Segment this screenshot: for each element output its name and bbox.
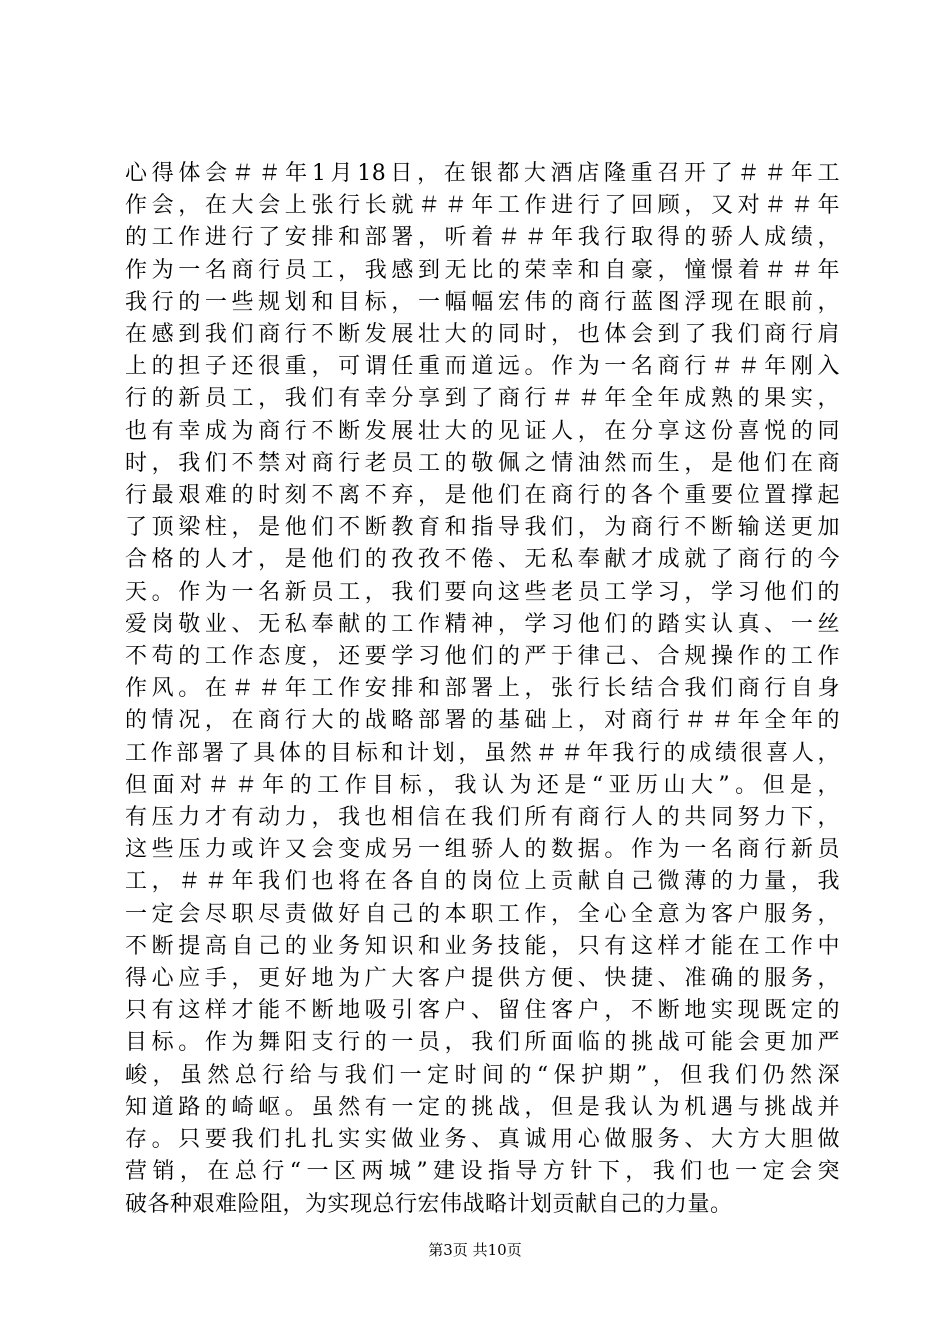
text-line: 但面对＃＃年的工作目标，我认为还是“亚历山大”。但是， (125, 772, 840, 798)
text-line: 爱岗敬业、无私奉献的工作精神，学习他们的踏实认真、一丝 (125, 611, 840, 637)
text-line: 不断提高自己的业务知识和业务技能，只有这样才能在工作中 (125, 933, 840, 959)
text-line: 在感到我们商行不断发展壮大的同时，也体会到了我们商行肩 (125, 322, 840, 348)
text-line: 一定会尽职尽责做好自己的本职工作，全心全意为客户服务， (125, 901, 840, 927)
text-line: 合格的人才，是他们的孜孜不倦、无私奉献才成就了商行的今 (125, 547, 840, 573)
text-line: 破各种艰难险阻，为实现总行宏伟战略计划贡献自己的力量。 (125, 1191, 733, 1217)
text-line: 的情况，在商行大的战略部署的基础上，对商行＃＃年全年的 (125, 708, 840, 734)
text-line: 天。作为一名新员工，我们要向这些老员工学习，学习他们的 (125, 579, 840, 605)
text-line: 有压力才有动力，我也相信在我们所有商行人的共同努力下， (125, 805, 840, 831)
text-line: 了顶梁柱，是他们不断教育和指导我们，为商行不断输送更加 (125, 515, 840, 541)
text-line: 工，＃＃年我们也将在各自的岗位上贡献自己微薄的力量，我 (125, 869, 840, 895)
text-line: 我行的一些规划和目标，一幅幅宏伟的商行蓝图浮现在眼前， (125, 289, 840, 315)
text-line: 作为一名商行员工，我感到无比的荣幸和自豪，憧憬着＃＃年 (125, 257, 840, 283)
text-line: 只有这样才能不断地吸引客户、留住客户，不断地实现既定的 (125, 998, 840, 1024)
text-line: 营销，在总行“一区两城”建设指导方针下，我们也一定会突 (125, 1159, 840, 1185)
text-line: 上的担子还很重，可谓任重而道远。作为一名商行＃＃年刚入 (125, 354, 840, 380)
text-line: 知道路的崎岖。虽然有一定的挑战，但是我认为机遇与挑战并 (125, 1094, 840, 1120)
text-line: 存。只要我们扎扎实实做业务、真诚用心做服务、大方大胆做 (125, 1127, 840, 1153)
text-line: 不苟的工作态度，还要学习他们的严于律己、合规操作的工作 (125, 644, 840, 670)
body-paragraph (125, 158, 840, 1221)
text-line: 峻，虽然总行给与我们一定时间的“保护期”，但我们仍然深 (125, 1062, 840, 1088)
text-line: 作会，在大会上张行长就＃＃年工作进行了回顾，又对＃＃年 (125, 193, 840, 219)
text-line: 的工作进行了安排和部署，听着＃＃年我行取得的骄人成绩， (125, 225, 840, 251)
text-line: 目标。作为舞阳支行的一员，我们所面临的挑战可能会更加严 (125, 1030, 840, 1056)
text-line: 作风。在＃＃年工作安排和部署上，张行长结合我们商行自身 (125, 676, 840, 702)
text-line: 心得体会＃＃年1月18日，在银都大酒店隆重召开了＃＃年工 (125, 161, 840, 186)
text-line: 时，我们不禁对商行老员工的敬佩之情油然而生，是他们在商 (125, 450, 840, 476)
text-line: 行最艰难的时刻不离不弃，是他们在商行的各个重要位置撑起 (125, 483, 840, 509)
text-line: 行的新员工，我们有幸分享到了商行＃＃年全年成熟的果实， (125, 386, 840, 412)
page-footer: 第3页 共10页 (428, 1241, 522, 1259)
text-line: 这些压力或许又会变成另一组骄人的数据。作为一名商行新员 (125, 837, 840, 863)
text-line: 得心应手，更好地为广大客户提供方便、快捷、准确的服务， (125, 966, 840, 992)
text-line: 工作部署了具体的目标和计划，虽然＃＃年我行的成绩很喜人， (125, 740, 840, 766)
text-line: 也有幸成为商行不断发展壮大的见证人，在分享这份喜悦的同 (125, 418, 840, 444)
